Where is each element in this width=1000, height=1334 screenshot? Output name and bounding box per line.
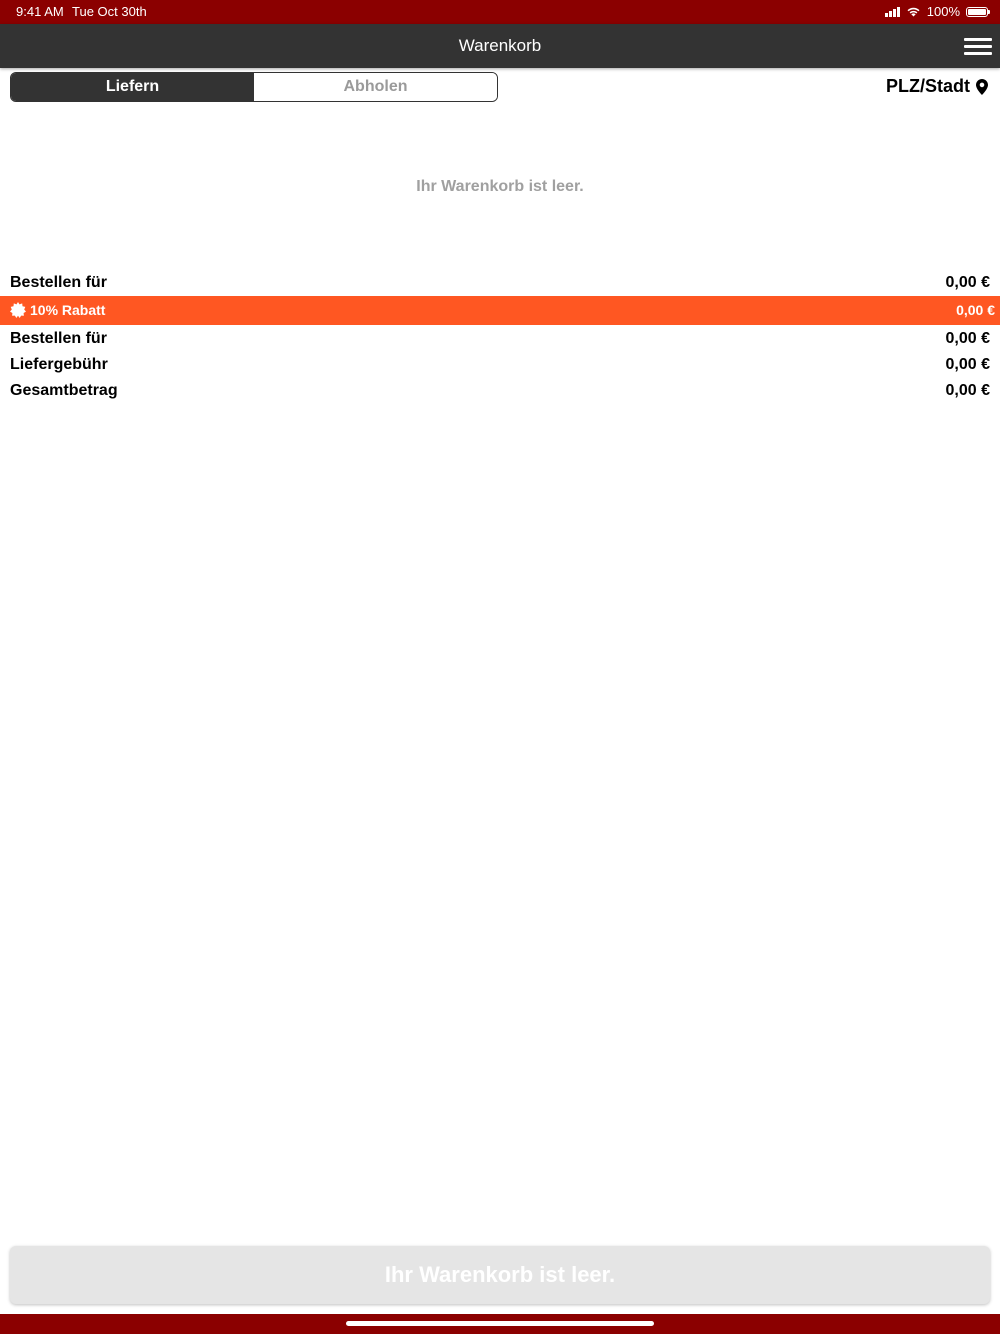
status-time: 9:41 AM [16,4,64,19]
location-selector[interactable] [886,76,988,97]
order-for-label: Bestellen für [10,274,107,291]
total-value: 0,00 € [945,382,990,399]
nav-bar [0,24,1000,68]
signal-icon [885,7,900,17]
order-for-value: 0,00 € [945,274,990,291]
summary-row-order-for-after [0,326,1000,352]
discount-label-group [10,302,105,318]
summary-row-total [0,378,1000,404]
tab-abholen[interactable]: Abholen [254,73,497,101]
total-label: Gesamtbetrag [10,382,118,399]
location-label: PLZ/Stadt [886,76,970,96]
wifi-icon [906,6,921,17]
tab-liefern[interactable]: Liefern [11,73,254,101]
summary-row-order-for [0,270,1000,296]
discount-row [0,296,1000,325]
status-bar [0,0,1000,24]
delivery-fee-value: 0,00 € [945,356,990,373]
empty-cart-message: Ihr Warenkorb ist leer. [416,178,584,195]
badge-icon [10,302,26,318]
map-pin-icon [976,79,988,95]
hamburger-menu-icon[interactable] [964,36,992,56]
checkout-button[interactable]: Ihr Warenkorb ist leer. [10,1246,990,1304]
battery-percent: 100% [926,4,960,19]
order-for-after-label: Bestellen für [10,330,107,347]
discount-label: 10% Rabatt [30,302,106,318]
home-bar [0,1314,1000,1334]
discount-value: 0,00 € [956,302,995,318]
status-date: Tue Oct 30th [72,4,147,19]
delivery-mode-toggle [10,72,498,102]
page-title: Warenkorb [458,36,542,55]
status-indicators [885,4,988,19]
summary-row-delivery-fee [0,352,1000,378]
battery-icon [966,7,988,17]
order-for-after-value: 0,00 € [945,330,990,347]
delivery-fee-label: Liefergebühr [10,356,108,373]
home-indicator[interactable] [346,1321,654,1326]
